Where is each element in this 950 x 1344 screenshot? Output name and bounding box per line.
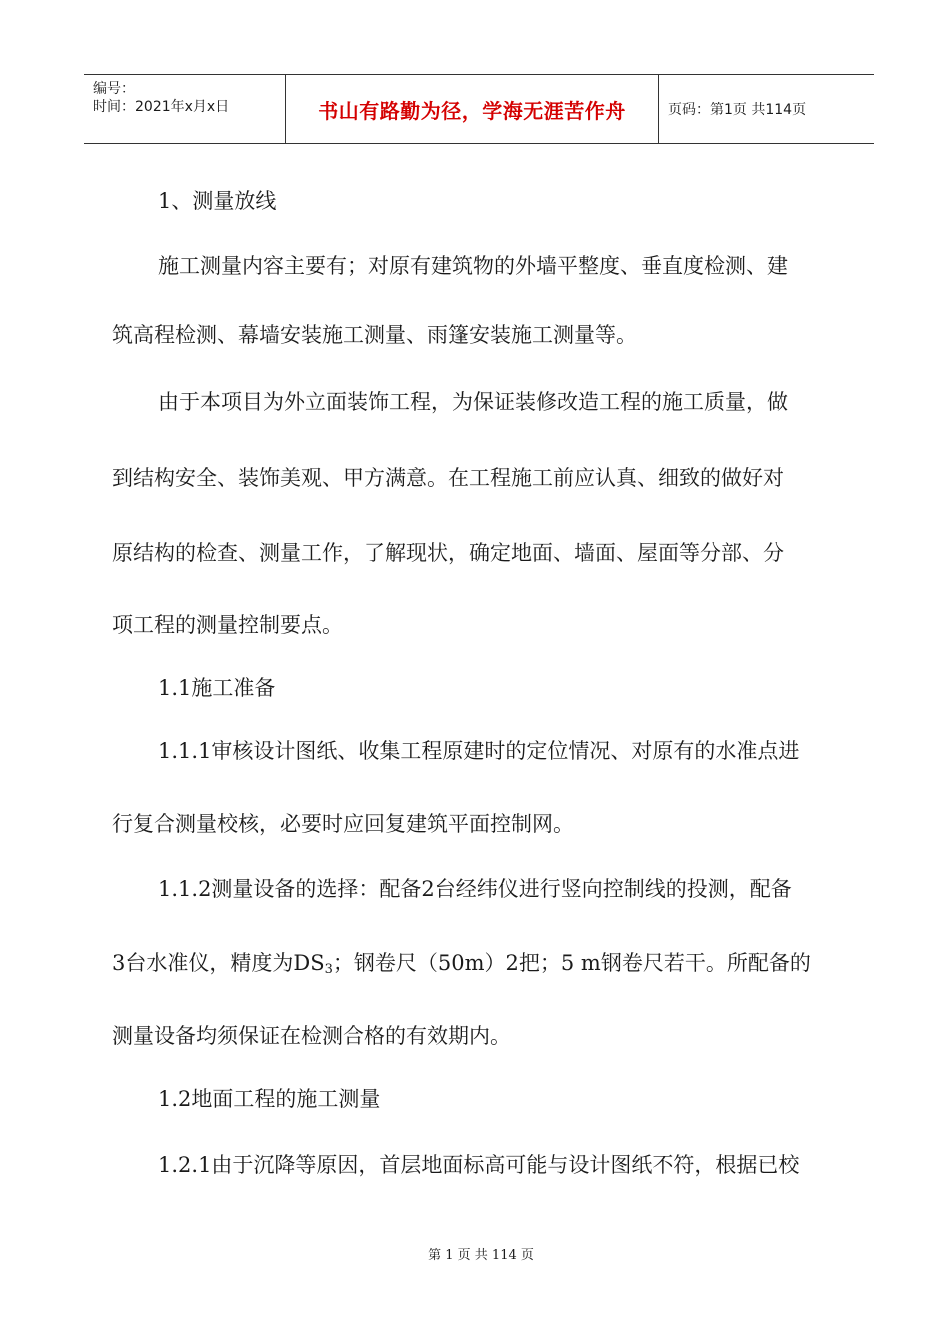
body-line: 施工测量内容主要有；对原有建筑物的外墙平整度、垂直度检测、建: [158, 254, 788, 278]
subsection-heading: 1.2地面工程的施工测量: [158, 1087, 381, 1111]
body-line: 到结构安全、装饰美观、甲方满意。在工程施工前应认真、细致的做好对: [112, 466, 784, 490]
page-info: 页码：第1页 共114页: [668, 102, 807, 118]
body-line: 1.2.1由于沉降等原因，首层地面标高可能与设计图纸不符，根据已校: [158, 1153, 800, 1177]
number-label: 编号：: [93, 81, 135, 97]
motto: 书山有路勤为径，学海无涯苦作舟: [318, 98, 626, 123]
header-page-info-cell: [659, 75, 874, 143]
body-line: 筑高程检测、幕墙安装施工测量、雨篷安装施工测量等。: [112, 323, 637, 347]
body-line: 行复合测量校核，必要时应回复建筑平面控制网。: [112, 812, 574, 836]
time-label: 时间：2021年x月x日: [93, 99, 230, 115]
body-line: 原结构的检查、测量工作，了解现状，确定地面、墙面、屋面等分部、分: [112, 541, 784, 565]
subsection-heading: 1.1施工准备: [158, 676, 276, 700]
body-line: 测量设备均须保证在检测合格的有效期内。: [112, 1024, 511, 1048]
body-line: 1.1.2测量设备的选择：配备2台经纬仪进行竖向控制线的投测，配备: [158, 877, 792, 901]
page-header: [84, 74, 874, 144]
header-motto-cell: [286, 75, 659, 143]
body-line: 项工程的测量控制要点。: [112, 613, 343, 637]
body-line: 1.1.1审核设计图纸、收集工程原建时的定位情况、对原有的水准点进: [158, 739, 800, 763]
header-meta: [84, 75, 286, 143]
section-heading: 1、测量放线: [158, 189, 277, 213]
body-line: 由于本项目为外立面装饰工程，为保证装修改造工程的施工质量，做: [158, 390, 788, 414]
page-footer: 第 1 页 共 114 页: [428, 1248, 534, 1263]
body-line: 3台水准仪，精度为$DS_3$；钢卷尺（50m）2把；5 m钢卷尺若干。所配备的: [112, 951, 811, 977]
